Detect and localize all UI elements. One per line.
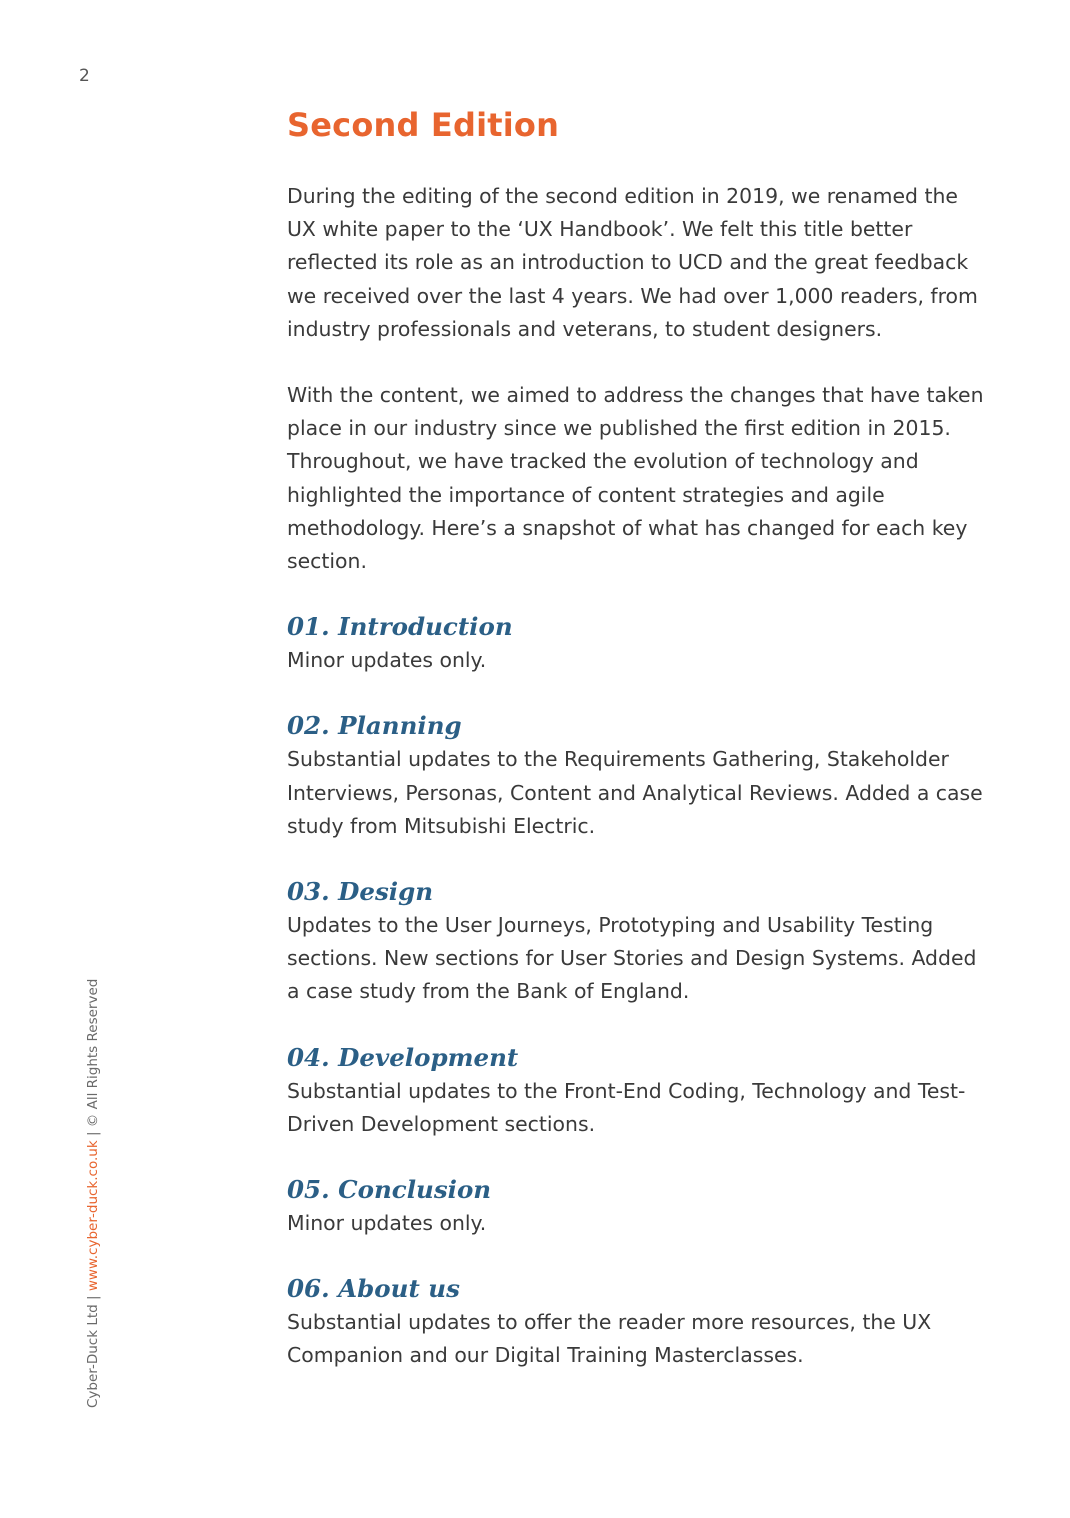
section-body: Updates to the User Journeys, Prototyping and Usability Testing sections. New sections for User Stories and Design Systems. Added a case study from the Bank of England. (287, 913, 977, 1004)
footer-separator-2: | (85, 1127, 101, 1141)
section-body: Substantial updates to the Front-End Coding, Technology and Test-Driven Development sections. (287, 1078, 966, 1136)
section-body: Substantial updates to the Requirements Gathering, Stakeholder Interviews, Personas, Content and Analytical Reviews. Added a case study from Mitsubishi Electric. (287, 747, 983, 838)
footer-separator-1: | (85, 1291, 101, 1305)
section-heading: 01. Introduction (287, 612, 513, 642)
section-design (287, 875, 987, 1009)
section-heading: 04. Development (287, 1042, 519, 1072)
page-number: 2 (79, 66, 90, 86)
section-heading: 05. Conclusion (287, 1175, 492, 1205)
article-content (287, 102, 987, 1373)
section-body: Substantial updates to offer the reader more resources, the UX Companion and our Digital Training Masterclasses. (287, 1310, 932, 1368)
page-title: Second Edition (287, 106, 560, 144)
footer-company: Cyber-Duck Ltd (85, 1304, 101, 1408)
side-footer (87, 979, 101, 1408)
intro-paragraph-1: During the editing of the second edition in 2019, we renamed the UX white paper to the ‘UX Handbook’. We felt this title better reflected its role as an introduction to UCD and the great feedback we received over the last 4 years. We had over 1,000 readers, from industry professionals and veterans, to student designers. (287, 184, 978, 341)
footer-website-link[interactable]: www.cyber-duck.co.uk (85, 1140, 101, 1292)
section-heading: 03. Design (287, 877, 434, 907)
section-body: Minor updates only. (287, 1211, 487, 1236)
section-body: Minor updates only. (287, 648, 487, 673)
intro-paragraph-2: With the content, we aimed to address the changes that have taken place in our industry since we published the first edition in 2015. Throughout, we have tracked the evolution of technology and highlighted the importance of content strategies and agile methodology. Here’s a snapshot of what has changed for each key section. (287, 383, 984, 574)
section-heading: 06. About us (287, 1274, 460, 1304)
section-introduction (287, 610, 987, 677)
section-development (287, 1041, 987, 1141)
section-planning (287, 709, 987, 843)
section-about-us (287, 1272, 987, 1372)
section-heading: 02. Planning (287, 711, 462, 741)
section-conclusion (287, 1173, 987, 1240)
footer-rights: © All Rights Reserved (85, 978, 101, 1128)
